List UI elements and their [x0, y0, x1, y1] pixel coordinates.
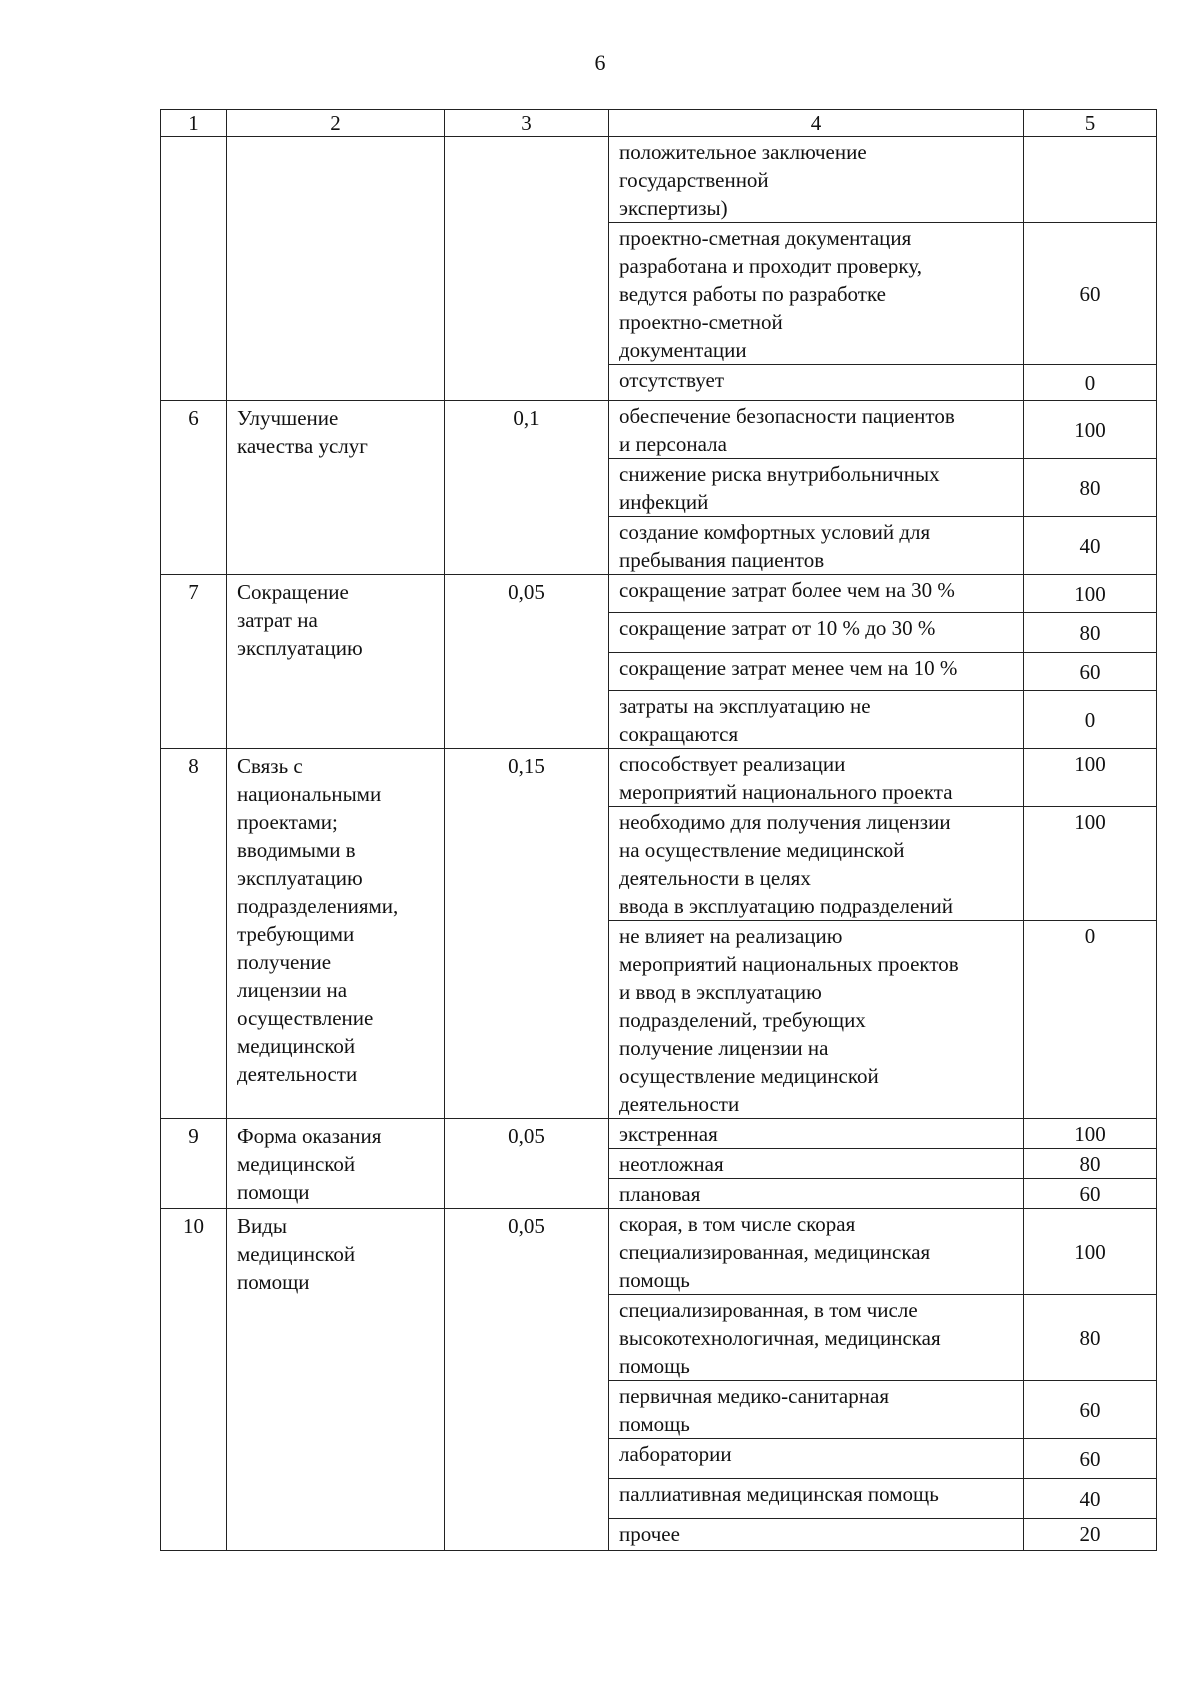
option-text-line: создание комфортных условий для	[619, 520, 931, 544]
score-cell: 100	[1024, 1119, 1157, 1149]
option-cell	[609, 1149, 1024, 1179]
score-cell: 80	[1024, 459, 1157, 517]
score-cell: 100	[1024, 749, 1157, 807]
score-cell: 60	[1024, 653, 1157, 691]
option-text-line: мероприятий национальных проектов	[619, 952, 959, 976]
criterion-name-line: Связь с	[237, 754, 303, 778]
criterion-name-line: проектами;	[237, 810, 338, 834]
option-cell	[609, 459, 1024, 517]
criterion-name-line: осуществление	[237, 1006, 374, 1030]
option-text-line: экстренная	[619, 1122, 718, 1146]
score-cell: 60	[1024, 223, 1157, 365]
option-text-line: инфекций	[619, 490, 709, 514]
criterion-weight: 0,15	[445, 749, 609, 1119]
criterion-name-line: помощи	[237, 1180, 310, 1204]
option-text-line: скорая, в том числе скорая	[619, 1212, 856, 1236]
criterion-name-line: медицинской	[237, 1152, 356, 1176]
option-cell	[609, 1209, 1024, 1295]
option-text-line: деятельности в целях	[619, 866, 811, 890]
criterion-name-cell	[227, 137, 445, 401]
option-cell	[609, 1439, 1024, 1479]
option-cell	[609, 365, 1024, 401]
criterion-name-line: получение	[237, 950, 332, 974]
option-text-line: сокращение затрат более чем на 30 %	[619, 578, 955, 602]
criterion-name-line: деятельности	[237, 1062, 358, 1086]
criterion-name-line: затрат на	[237, 608, 318, 632]
score-cell: 20	[1024, 1519, 1157, 1551]
table-row	[161, 401, 1157, 459]
option-text-line: мероприятий национального проекта	[619, 780, 953, 804]
criterion-name-line: Форма оказания	[237, 1124, 382, 1148]
option-text-line: ввода в эксплуатацию подразделений	[619, 894, 953, 918]
option-text-line: помощь	[619, 1412, 690, 1436]
option-cell	[609, 921, 1024, 1119]
header-row	[161, 110, 1157, 137]
option-cell	[609, 137, 1024, 223]
option-text-line: помощь	[619, 1268, 690, 1292]
criterion-name-line: национальными	[237, 782, 382, 806]
table-row	[161, 575, 1157, 613]
criterion-name-line: Виды	[237, 1214, 288, 1238]
score-cell: 100	[1024, 575, 1157, 613]
option-text-line: снижение риска внутрибольничных	[619, 462, 940, 486]
criterion-name	[227, 1209, 445, 1551]
option-text-line: лаборатории	[619, 1442, 732, 1466]
page-number: 6	[594, 50, 606, 75]
option-text-line: положительное заключение	[619, 140, 867, 164]
option-text-line: сокращение затрат менее чем на 10 %	[619, 656, 958, 680]
criteria-table-body	[161, 110, 1157, 1551]
score-cell: 60	[1024, 1439, 1157, 1479]
criterion-weight: 0,1	[445, 401, 609, 575]
option-cell	[609, 691, 1024, 749]
criterion-name	[227, 575, 445, 749]
option-text-line: осуществление медицинской	[619, 1064, 879, 1088]
option-text-line: получение лицензии на	[619, 1036, 829, 1060]
score-cell: 80	[1024, 613, 1157, 653]
weight-cell	[445, 137, 609, 401]
criterion-name-line: вводимыми в	[237, 838, 356, 862]
criterion-name	[227, 1119, 445, 1209]
score-cell: 40	[1024, 517, 1157, 575]
score-cell: 0	[1024, 691, 1157, 749]
option-text-line: экспертизы)	[619, 196, 728, 220]
option-cell	[609, 401, 1024, 459]
option-text-line: помощь	[619, 1354, 690, 1378]
score-cell	[1024, 137, 1157, 223]
option-text-line: и ввод в эксплуатацию	[619, 980, 822, 1004]
criterion-name-line: требующими	[237, 922, 355, 946]
number-cell	[161, 137, 227, 401]
option-cell	[609, 1381, 1024, 1439]
criterion-number: 7	[161, 575, 227, 749]
score-cell: 40	[1024, 1479, 1157, 1519]
option-cell	[609, 653, 1024, 691]
option-text-line: и персонала	[619, 432, 727, 456]
header-cell-5: 5	[1024, 110, 1157, 137]
option-text-line: разработана и проходит проверку,	[619, 254, 922, 278]
table-row	[161, 1119, 1157, 1149]
score-cell: 100	[1024, 807, 1157, 921]
option-cell	[609, 749, 1024, 807]
option-text-line: неотложная	[619, 1152, 724, 1176]
option-cell	[609, 613, 1024, 653]
table-row	[161, 749, 1157, 807]
criterion-weight: 0,05	[445, 1119, 609, 1209]
criterion-weight: 0,05	[445, 575, 609, 749]
score-cell: 0	[1024, 365, 1157, 401]
option-text-line: отсутствует	[619, 368, 725, 392]
option-cell	[609, 1295, 1024, 1381]
option-cell	[609, 807, 1024, 921]
criterion-number: 10	[161, 1209, 227, 1551]
option-text-line: ведутся работы по разработке	[619, 282, 886, 306]
option-text-line: первичная медико-санитарная	[619, 1384, 889, 1408]
criterion-name-line: Сокращение	[237, 580, 349, 604]
criterion-name-line: эксплуатацию	[237, 636, 363, 660]
score-cell: 100	[1024, 1209, 1157, 1295]
option-text-line: сокращение затрат от 10 % до 30 %	[619, 616, 936, 640]
criterion-name-line: помощи	[237, 1270, 310, 1294]
option-cell	[609, 223, 1024, 365]
option-text-line: не влияет на реализацию	[619, 924, 843, 948]
option-text-line: затраты на эксплуатацию не	[619, 694, 871, 718]
criterion-name-line: Улучшение	[237, 406, 339, 430]
criterion-name	[227, 749, 445, 1119]
option-text-line: необходимо для получения лицензии	[619, 810, 951, 834]
table-row	[161, 137, 1157, 223]
header-cell-2: 2	[227, 110, 445, 137]
criterion-weight: 0,05	[445, 1209, 609, 1551]
option-text-line: обеспечение безопасности пациентов	[619, 404, 955, 428]
option-cell	[609, 517, 1024, 575]
header-cell-3: 3	[445, 110, 609, 137]
criterion-name-line: лицензии на	[237, 978, 348, 1002]
score-cell: 80	[1024, 1149, 1157, 1179]
option-text-line: проектно-сметной	[619, 310, 783, 334]
criterion-number: 6	[161, 401, 227, 575]
option-cell	[609, 1479, 1024, 1519]
score-cell: 100	[1024, 401, 1157, 459]
option-cell	[609, 1179, 1024, 1209]
option-text-line: проектно-сметная документация	[619, 226, 912, 250]
option-text-line: паллиативная медицинская помощь	[619, 1482, 939, 1506]
option-text-line: прочее	[619, 1522, 680, 1546]
criterion-name-line: медицинской	[237, 1242, 356, 1266]
criterion-name-line: медицинской	[237, 1034, 356, 1058]
score-cell: 60	[1024, 1381, 1157, 1439]
option-text-line: специализированная, в том числе	[619, 1298, 918, 1322]
option-text-line: специализированная, медицинская	[619, 1240, 931, 1264]
option-text-line: на осуществление медицинской	[619, 838, 905, 862]
criterion-number: 8	[161, 749, 227, 1119]
option-cell	[609, 1119, 1024, 1149]
option-text-line: пребывания пациентов	[619, 548, 825, 572]
criterion-name-line: эксплуатацию	[237, 866, 363, 890]
table-row	[161, 1209, 1157, 1295]
option-text-line: способствует реализации	[619, 752, 846, 776]
score-cell: 60	[1024, 1179, 1157, 1209]
option-cell	[609, 1519, 1024, 1551]
criterion-number: 9	[161, 1119, 227, 1209]
option-text-line: государственной	[619, 168, 769, 192]
header-cell-1: 1	[161, 110, 227, 137]
option-text-line: документации	[619, 338, 747, 362]
option-text-line: подразделений, требующих	[619, 1008, 866, 1032]
score-cell: 0	[1024, 921, 1157, 1119]
header-cell-4: 4	[609, 110, 1024, 137]
option-text-line: высокотехнологичная, медицинская	[619, 1326, 941, 1350]
option-text-line: плановая	[619, 1182, 701, 1206]
option-text-line: деятельности	[619, 1092, 740, 1116]
criterion-name-line: подразделениями,	[237, 894, 399, 918]
criterion-name-line: качества услуг	[237, 434, 368, 458]
score-cell: 80	[1024, 1295, 1157, 1381]
option-cell	[609, 575, 1024, 613]
criterion-name	[227, 401, 445, 575]
criteria-table	[160, 109, 1157, 1551]
option-text-line: сокращаются	[619, 722, 739, 746]
